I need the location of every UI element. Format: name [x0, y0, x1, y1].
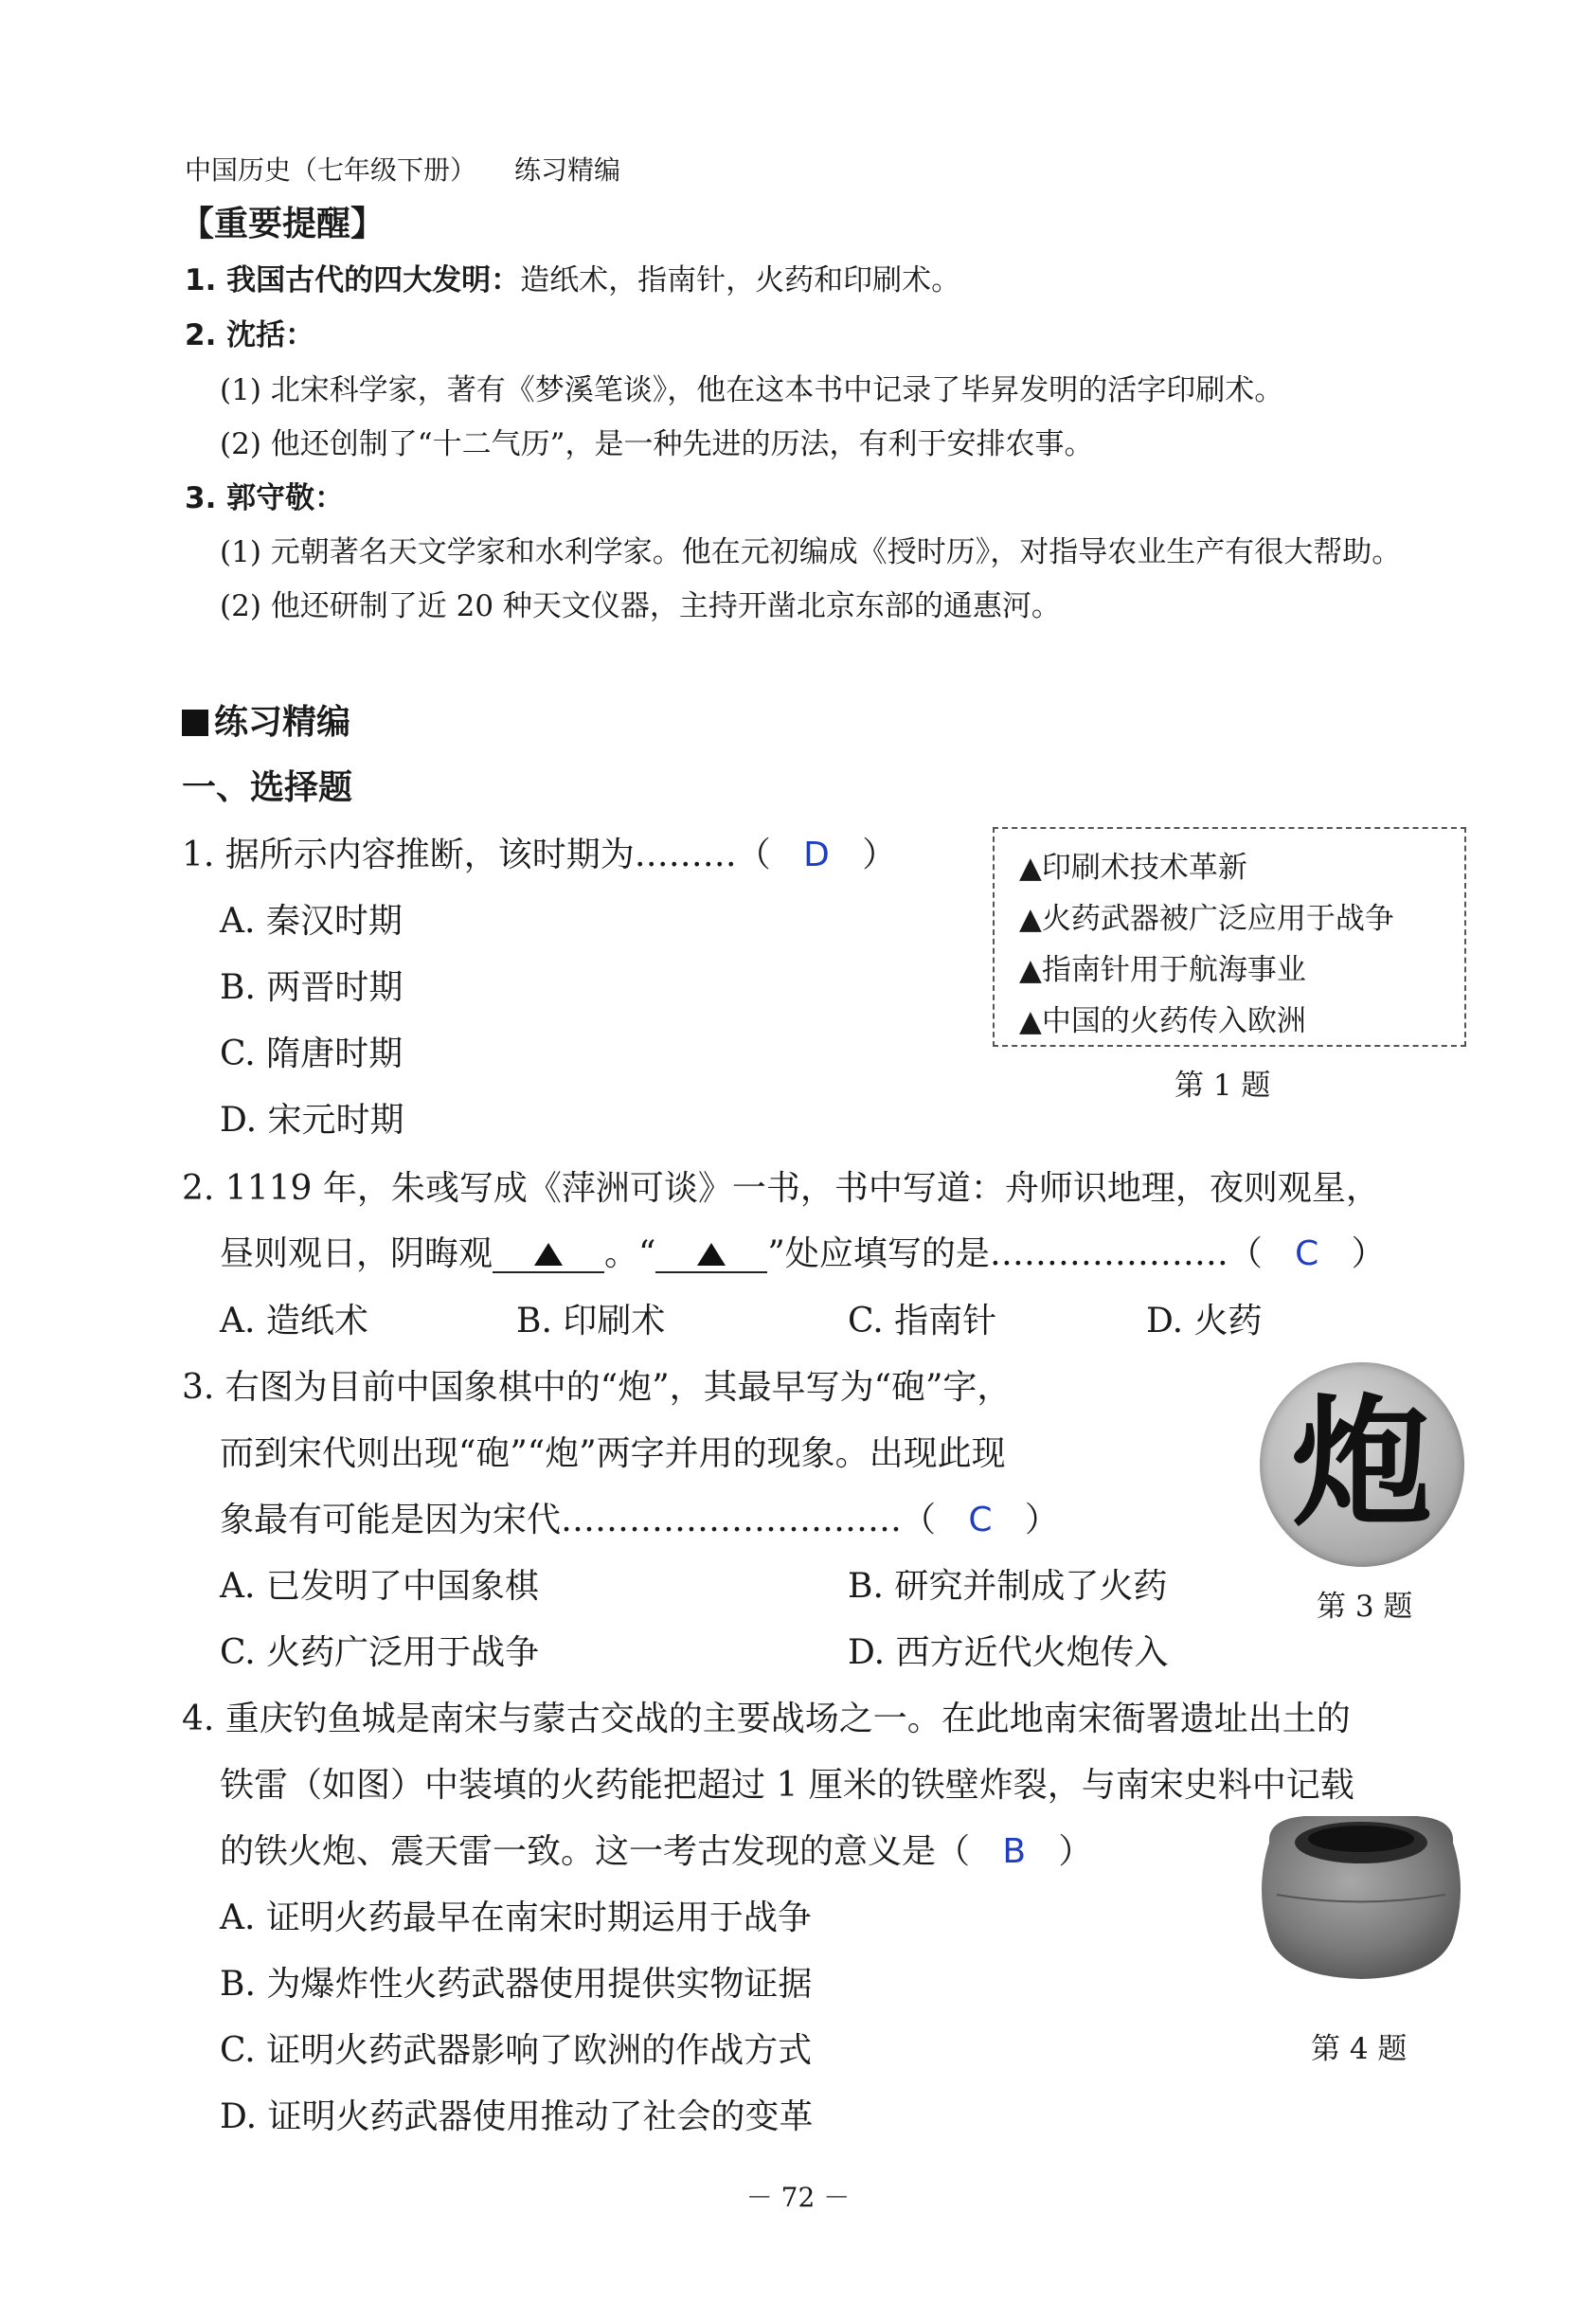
reminder-item-3-sub-2: (2) 他还研制了近 20 种天文仪器，主持开凿北京东部的通惠河。 — [220, 589, 1061, 623]
page-header — [185, 150, 620, 188]
info-box-line-4: ▲中国的火药传入欧洲 — [1019, 1004, 1306, 1038]
question-2-option-a: A. 造纸术 — [220, 1302, 368, 1340]
question-2-option-b: B. 印刷术 — [516, 1302, 666, 1340]
reminder-item-1-text: 造纸术，指南针，火药和印刷术。 — [520, 263, 961, 297]
question-1-stem — [182, 828, 896, 876]
question-3-line-2: 而到宋代则出现“砲”“炮”两字并用的现象。出现此现 — [220, 1434, 1006, 1473]
question-4-close: ） — [1058, 1832, 1093, 1871]
chess-piece-char: 炮 — [1290, 1382, 1433, 1547]
question-1-caption: 第 1 题 — [1175, 1069, 1271, 1103]
question-3-line-3 — [220, 1493, 1059, 1541]
reminder-item-1-label: 1. 我国古代的四大发明： — [185, 263, 521, 297]
reminder-item-3-sub-1: (1) 元朝著名天文学家和水利学家。他在元初编成《授时历》，对指导农业生产有很大帮助。 — [220, 535, 1402, 569]
header-book: 练习精编 — [514, 154, 621, 186]
info-box-line-3: ▲指南针用于航海事业 — [1019, 953, 1306, 987]
question-4-answer: B — [1002, 1832, 1027, 1871]
question-4-option-d: D. 证明火药武器使用推动了社会的变革 — [220, 2097, 814, 2136]
question-3-answer: C — [968, 1501, 993, 1539]
question-3-option-a: A. 已发明了中国象棋 — [220, 1567, 539, 1606]
answer-blank — [493, 1232, 604, 1273]
reminder-item-2-sub-1: (1) 北宋科学家，著有《梦溪笔谈》，他在这本书中记录了毕昇发明的活字印刷术。 — [220, 373, 1284, 407]
question-4-option-a: A. 证明火药最早在南宋时期运用于战争 — [220, 1898, 812, 1937]
question-4-line-2: 铁雷（如图）中装填的火药能把超过 1 厘米的铁壁炸裂，与南宋史料中记载 — [220, 1766, 1354, 1805]
question-3-option-c: C. 火药广泛用于战争 — [220, 1633, 540, 1672]
question-2-option-c: C. 指南针 — [848, 1302, 997, 1340]
question-2-text-a: 昼则观日，阴晦观 — [220, 1234, 493, 1273]
reminder-title: 【重要提醒】 — [180, 204, 386, 243]
triangle-icon — [697, 1243, 726, 1266]
question-2-option-d: D. 火药 — [1146, 1302, 1263, 1340]
question-3-option-b: B. 研究并制成了火药 — [848, 1567, 1168, 1606]
question-4-option-c: C. 证明火药武器影响了欧洲的作战方式 — [220, 2031, 813, 2070]
question-2-line-2 — [220, 1227, 1386, 1275]
question-4-text: 的铁火炮、震天雷一致。这一考古发现的意义是（ — [220, 1832, 971, 1871]
square-bullet-icon — [182, 710, 208, 736]
practice-title-text: 练习精编 — [214, 703, 351, 742]
question-1-close: ） — [862, 836, 897, 874]
reminder-item-2-sub-2: (2) 他还创制了“十二气历”，是一种先进的历法，有利于安排农事。 — [220, 427, 1094, 461]
question-3-text: 象最有可能是因为宋代…………………………（ — [220, 1501, 937, 1539]
question-2-text-c: ”处应填写的是…………………（ — [767, 1234, 1263, 1273]
practice-title — [182, 695, 350, 744]
question-1-info-box — [993, 827, 1466, 1047]
question-2-close: ） — [1351, 1234, 1386, 1273]
question-2-line-1: 2. 1119 年，朱彧写成《萍洲可谈》一书，书中写道：舟师识地理，夜则观星， — [182, 1169, 1380, 1208]
header-subject: 中国历史（七年级下册） — [185, 154, 477, 186]
chess-piece-image — [1260, 1362, 1464, 1567]
section-title: 一、选择题 — [182, 768, 353, 807]
answer-blank — [655, 1232, 767, 1273]
reminder-item-1 — [185, 256, 960, 298]
reminder-item-2-label: 2. 沈括： — [185, 318, 315, 352]
iron-bomb-image — [1248, 1805, 1474, 1985]
question-2-answer: C — [1295, 1234, 1319, 1273]
question-1-option-b: B. 两晋时期 — [220, 968, 403, 1007]
reminder-item-3-label: 3. 郭守敬： — [185, 481, 345, 515]
question-3-line-1: 3. 右图为目前中国象棋中的“炮”，其最早写为“砲”字， — [182, 1368, 1012, 1407]
question-1-option-d: D. 宋元时期 — [220, 1101, 404, 1140]
question-3-option-d: D. 西方近代火炮传入 — [848, 1633, 1169, 1672]
info-box-line-1: ▲印刷术技术革新 — [1019, 851, 1247, 885]
info-box-line-2: ▲火药武器被广泛应用于战争 — [1019, 902, 1394, 936]
question-2-text-b: 。“ — [604, 1234, 656, 1273]
page-number: － 72 － — [745, 2182, 851, 2213]
question-3-close: ） — [1024, 1501, 1059, 1539]
question-3-caption: 第 3 题 — [1317, 1590, 1413, 1624]
question-1-answer: D — [803, 836, 830, 874]
question-1-option-c: C. 隋唐时期 — [220, 1035, 403, 1073]
question-1-text: 1. 据所示内容推断，该时期为………（ — [182, 836, 771, 874]
triangle-icon — [534, 1243, 563, 1266]
question-4-line-1: 4. 重庆钓鱼城是南宋与蒙古交战的主要战场之一。在此地南宋衙署遗址出土的 — [182, 1700, 1351, 1738]
question-1-option-a: A. 秦汉时期 — [220, 902, 403, 941]
question-4-caption: 第 4 题 — [1311, 2032, 1408, 2066]
question-4-line-3 — [220, 1825, 1092, 1873]
question-4-option-b: B. 为爆炸性火药武器使用提供实物证据 — [220, 1965, 813, 2004]
